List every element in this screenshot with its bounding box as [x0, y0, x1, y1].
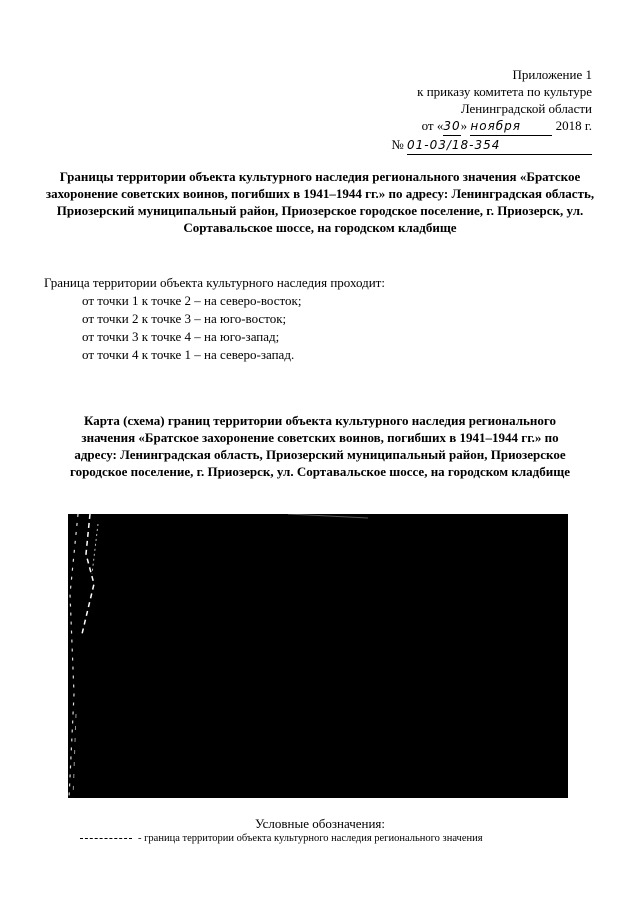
map-image [68, 514, 568, 798]
appendix-line-3: Ленинградской области [460, 101, 592, 116]
date-prefix: от « [421, 118, 444, 133]
boundary-description [44, 274, 604, 364]
appendix-block [292, 66, 592, 155]
legend-text: - граница территории объекта культурного наследия регионального значения [138, 833, 483, 844]
boundary-item: от точки 2 к точке 3 – на юго-восток; [82, 311, 287, 326]
dashed-line-icon [80, 838, 132, 839]
map-scan-artifacts [68, 514, 568, 798]
legend-item [80, 833, 600, 844]
appendix-line-2: к приказу комитета по культуре [417, 84, 592, 99]
map-title: Карта (схема) границ территории объекта культурного наследия регионального значения «Братское захоронение советских воинов, погибших в 1941–1944 гг.» по адресу: Ленинградская область, Приозерский муниципальный район, Приозерское городское поселение, г. Приозерск, ул. Сортавальское шоссе, на городском кладбище [70, 413, 570, 479]
boundary-item: от точки 1 к точке 2 – на северо-восток; [82, 293, 302, 308]
boundary-item: от точки 3 к точке 4 – на юго-запад; [82, 329, 280, 344]
appendix-number [292, 136, 592, 155]
number-prefix: № [391, 137, 404, 152]
date-month: ноября [470, 118, 552, 136]
date-mid: » [460, 118, 468, 133]
date-day: 30 [443, 118, 460, 136]
number-value: 01-03/18-354 [407, 137, 592, 155]
appendix-line-1: Приложение 1 [512, 67, 592, 82]
appendix-date [292, 117, 592, 136]
boundary-intro: Граница территории объекта культурного наследия проходит: [44, 275, 385, 290]
boundary-item: от точки 4 к точке 1 – на северо-запад. [82, 347, 295, 362]
legend-title: Условные обозначения: [254, 816, 386, 831]
boundaries-title: Границы территории объекта культурного наследия регионального значения «Братское захоронение советских воинов, погибших в 1941–1944 гг.» по адресу: Ленинградская область, Приозерский муниципальный район, Приозерское городское поселение, г. Приозерск, ул. Сортавальское шоссе, на городском кладбище [45, 169, 595, 235]
date-year: 2018 г. [555, 118, 592, 133]
